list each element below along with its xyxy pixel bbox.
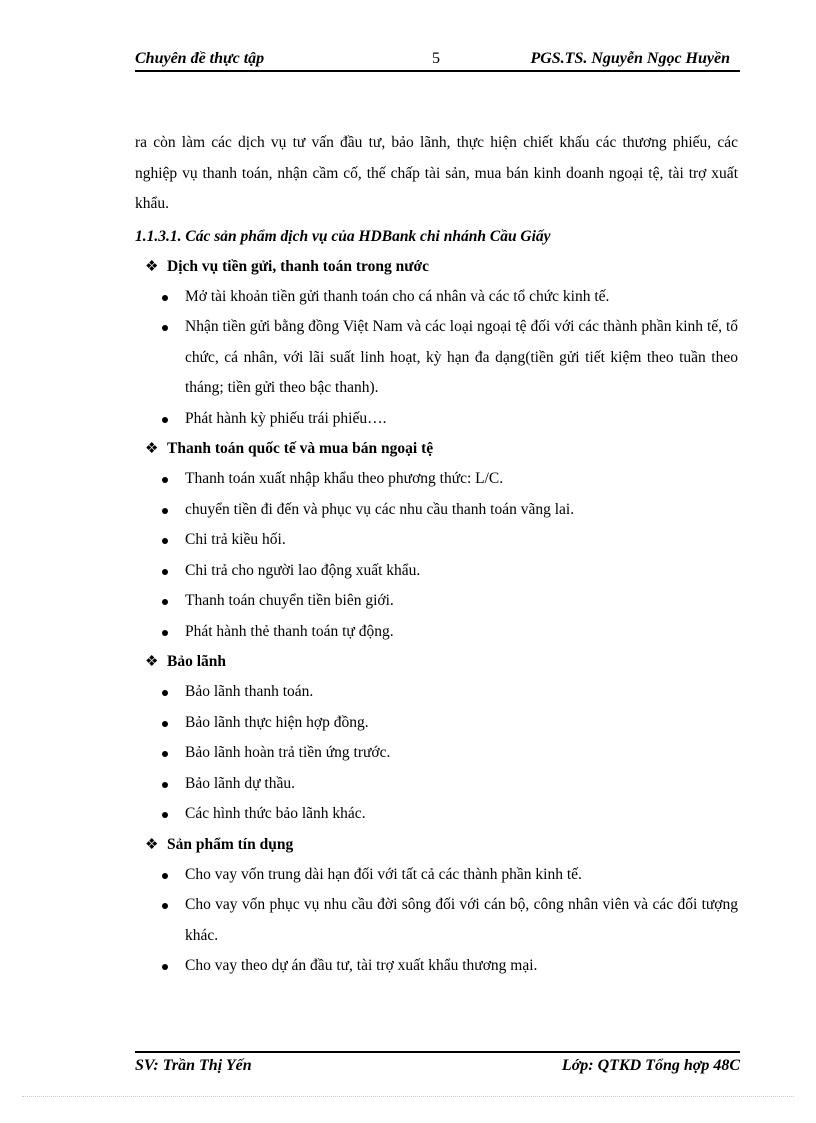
list-item [135,860,738,891]
group-deposit-services [135,252,738,435]
list-item-text: Chi trả kiều hối. [185,531,286,548]
page-content [135,128,738,982]
list-item [135,951,738,982]
bullet-icon [162,630,168,636]
bullet-icon [162,599,168,605]
group-title-text: Dịch vụ tiền gửi, thanh toán trong nước [167,257,430,275]
page-footer [135,1051,740,1079]
bullet-icon [162,325,168,331]
list-item-text: Mở tài khoản tiền gửi thanh toán cho cá nhân và các tổ chức kinh tế. [185,287,610,305]
list-item [135,738,738,769]
list-item [135,617,738,648]
bullet-icon [162,903,168,909]
group-title-text: Thanh toán quốc tế và mua bán ngoại tệ [167,440,434,457]
bullet-icon [162,964,168,970]
bullet-icon [162,477,168,483]
footer-class-name: Lớp: QTKD Tổng hợp 48C [561,1057,740,1074]
page-bottom-divider [22,1096,794,1097]
bullet-icon [162,295,168,301]
diamond-bullet-icon: ❖ [145,836,159,853]
bullet-icon [162,508,168,514]
list-item-text: Bảo lãnh thực hiện hợp đồng. [185,713,369,731]
list-item-text: Các hình thức bảo lãnh khác. [185,805,366,822]
list-item-text: Cho vay theo dự án đầu tư, tài trợ xuất khẩu thương mại. [185,957,538,974]
list-item [135,404,738,435]
bullet-icon [162,751,168,757]
list-item [135,586,738,617]
list-item-text: Cho vay vốn trung dài hạn đối với tất cả các thành phần kinh tế. [185,865,582,883]
intro-paragraph: ra còn làm các dịch vụ tư vấn đầu tư, bảo lãnh, thực hiện chiết khấu các thương phiếu, các nghiệp vụ thanh toán, nhận cầm cố, thế chấp tài sản, mua bán kinh doanh ngoại tệ, tài trợ xuất khẩu. [135,134,738,212]
bullet-icon [162,690,168,696]
list-item [135,495,738,526]
list-item-text: Thanh toán chuyển tiền biên giới. [185,592,394,609]
group-title [135,830,738,860]
bullet-icon [162,721,168,727]
group-international-payment [135,434,738,647]
footer-student-name: SV: Trần Thị Yến [135,1057,252,1074]
list-item [135,890,738,951]
group-title [135,434,738,464]
group-title [135,647,738,677]
bullet-icon [162,812,168,818]
list-item [135,677,738,708]
list-item [135,282,738,313]
list-item [135,708,738,739]
diamond-bullet-icon: ❖ [145,441,159,457]
bullet-icon [162,569,168,575]
group-title [135,252,738,282]
bullet-icon [162,538,168,544]
list-item [135,556,738,587]
list-item-text: Chi trả cho người lao động xuất khẩu. [185,561,421,579]
diamond-bullet-icon: ❖ [145,258,159,275]
list-item-text: Bảo lãnh hoàn trả tiền ứng trước. [185,744,391,761]
group-title-text: Bảo lãnh [167,653,227,670]
section-heading: 1.1.3.1. Các sản phẩm dịch vụ của HDBank chi nhánh Cầu Giấy [135,227,551,245]
list-item [135,799,738,830]
list-item-text: Nhận tiền gửi bằng đồng Việt Nam và các loại ngoại tệ đối với các thành phần kinh tế, tổ chức, cá nhân, với lãi suất linh hoạt, kỳ hạn đa dạng(tiền gửi tiết kiệm theo tuần theo tháng; tiền gửi theo bậc thanh). [185,318,738,396]
header-right-author: PGS.TS. Nguyễn Ngọc Huyền [530,50,730,67]
group-title-text: Sản phẩm tín dụng [167,835,294,853]
diamond-bullet-icon: ❖ [145,654,159,670]
page-header [135,48,740,72]
list-item [135,312,738,404]
list-item-text: Cho vay vốn phục vụ nhu cầu đời sông đối với cán bộ, công nhân viên và các đối tượng khác. [185,896,738,944]
list-item-text: Phát hành kỳ phiếu trái phiếu…. [185,409,387,427]
list-item-text: Bảo lãnh dự thầu. [185,774,295,792]
list-item [135,464,738,495]
bullet-icon [162,782,168,788]
page-number: 5 [432,50,440,67]
bullet-icon [162,873,168,879]
list-item [135,769,738,800]
list-item-text: Phát hành thẻ thanh toán tự động. [185,622,394,640]
group-guarantee [135,647,738,830]
group-credit-products [135,830,738,982]
list-item-text: Bảo lãnh thanh toán. [185,683,314,700]
list-item-text: chuyển tiền đi đến và phục vụ các nhu cầu thanh toán vãng lai. [185,500,575,518]
list-item [135,525,738,556]
bullet-icon [162,417,168,423]
header-left-title: Chuyên đề thực tập [135,50,265,67]
list-item-text: Thanh toán xuất nhập khẩu theo phương thức: L/C. [185,470,504,487]
